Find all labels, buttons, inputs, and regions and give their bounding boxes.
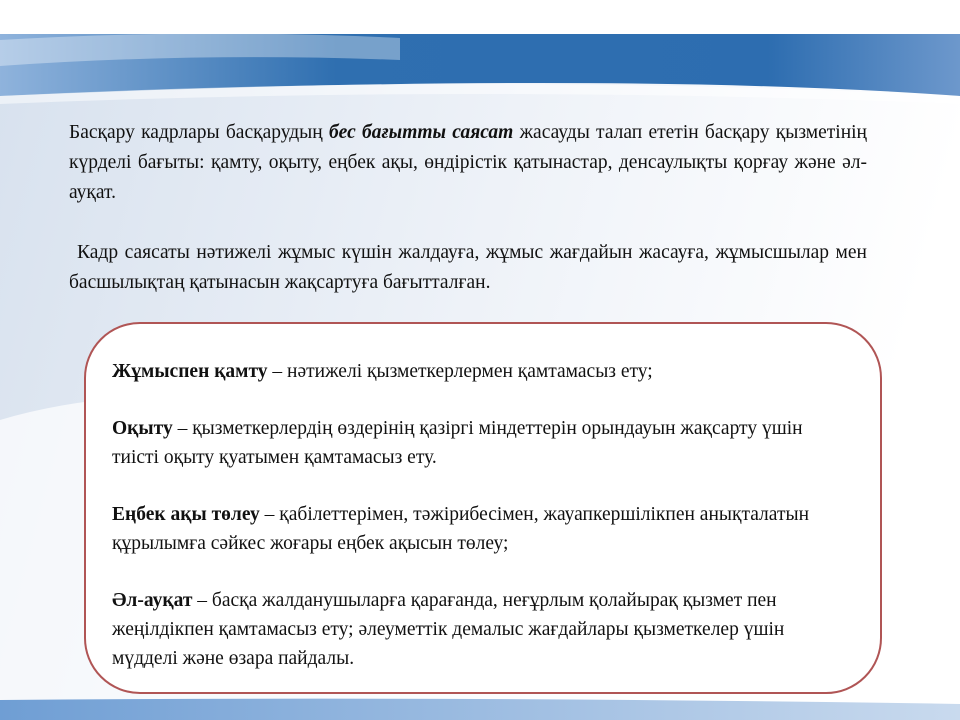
policy-term: Әл-ауқат: [112, 590, 193, 611]
intro-p1-after: жасауды талап ететін басқару қызметінің күрделі бағыты: қамту, оқыту, еңбек ақы, өндірістік қатынастар, денсаулықты қорғау және әл-ауқат.: [69, 122, 867, 203]
intro-paragraph-1: [69, 118, 867, 208]
policy-description: – қызметкерлердің өздерінің қазіргі міндеттерін орындауын жақсарту үшін тиісті оқыту қуатымен қамтамасыз ету.: [112, 418, 803, 468]
intro-text: [69, 118, 867, 298]
policy-list: [112, 357, 842, 673]
policy-term: Жұмыспен қамту: [112, 361, 268, 382]
policy-item-wages: [112, 500, 842, 558]
policy-description: – қабілеттерімен, тәжірибесімен, жауапкершілікпен анықталатын құрылымға сәйкес жоғары еңбек ақысын төлеу;: [112, 504, 809, 554]
policy-item-training: [112, 414, 842, 472]
policy-term: Оқыту: [112, 418, 173, 439]
policy-box: [84, 322, 882, 694]
intro-paragraph-2: [69, 238, 867, 298]
policy-item-welfare: [112, 586, 842, 673]
intro-p2-text: Кадр саясаты нәтижелі жұмыс күшін жалдауға, жұмыс жағдайын жасауға, жұмысшылар мен басшылықтаң қатынасын жақсартуға бағытталған.: [69, 242, 867, 293]
policy-item-employment: [112, 357, 842, 386]
intro-p1-before: Басқару кадрлары басқарудың: [69, 122, 329, 143]
policy-description: – нәтижелі қызметкерлермен қамтамасыз ету;: [267, 361, 653, 382]
policy-description: – басқа жалданушыларға қарағанда, неғұрлым қолайырақ қызмет пен жеңілдікпен қамтамасыз ету; әлеуметтік демалыс жағдайлары қызметкелер үшін мүдделі және өзара пайдалы.: [112, 590, 785, 669]
policy-term: Еңбек ақы төлеу: [112, 504, 260, 525]
intro-p1-emphasis: бес бағытты саясат: [328, 122, 514, 143]
